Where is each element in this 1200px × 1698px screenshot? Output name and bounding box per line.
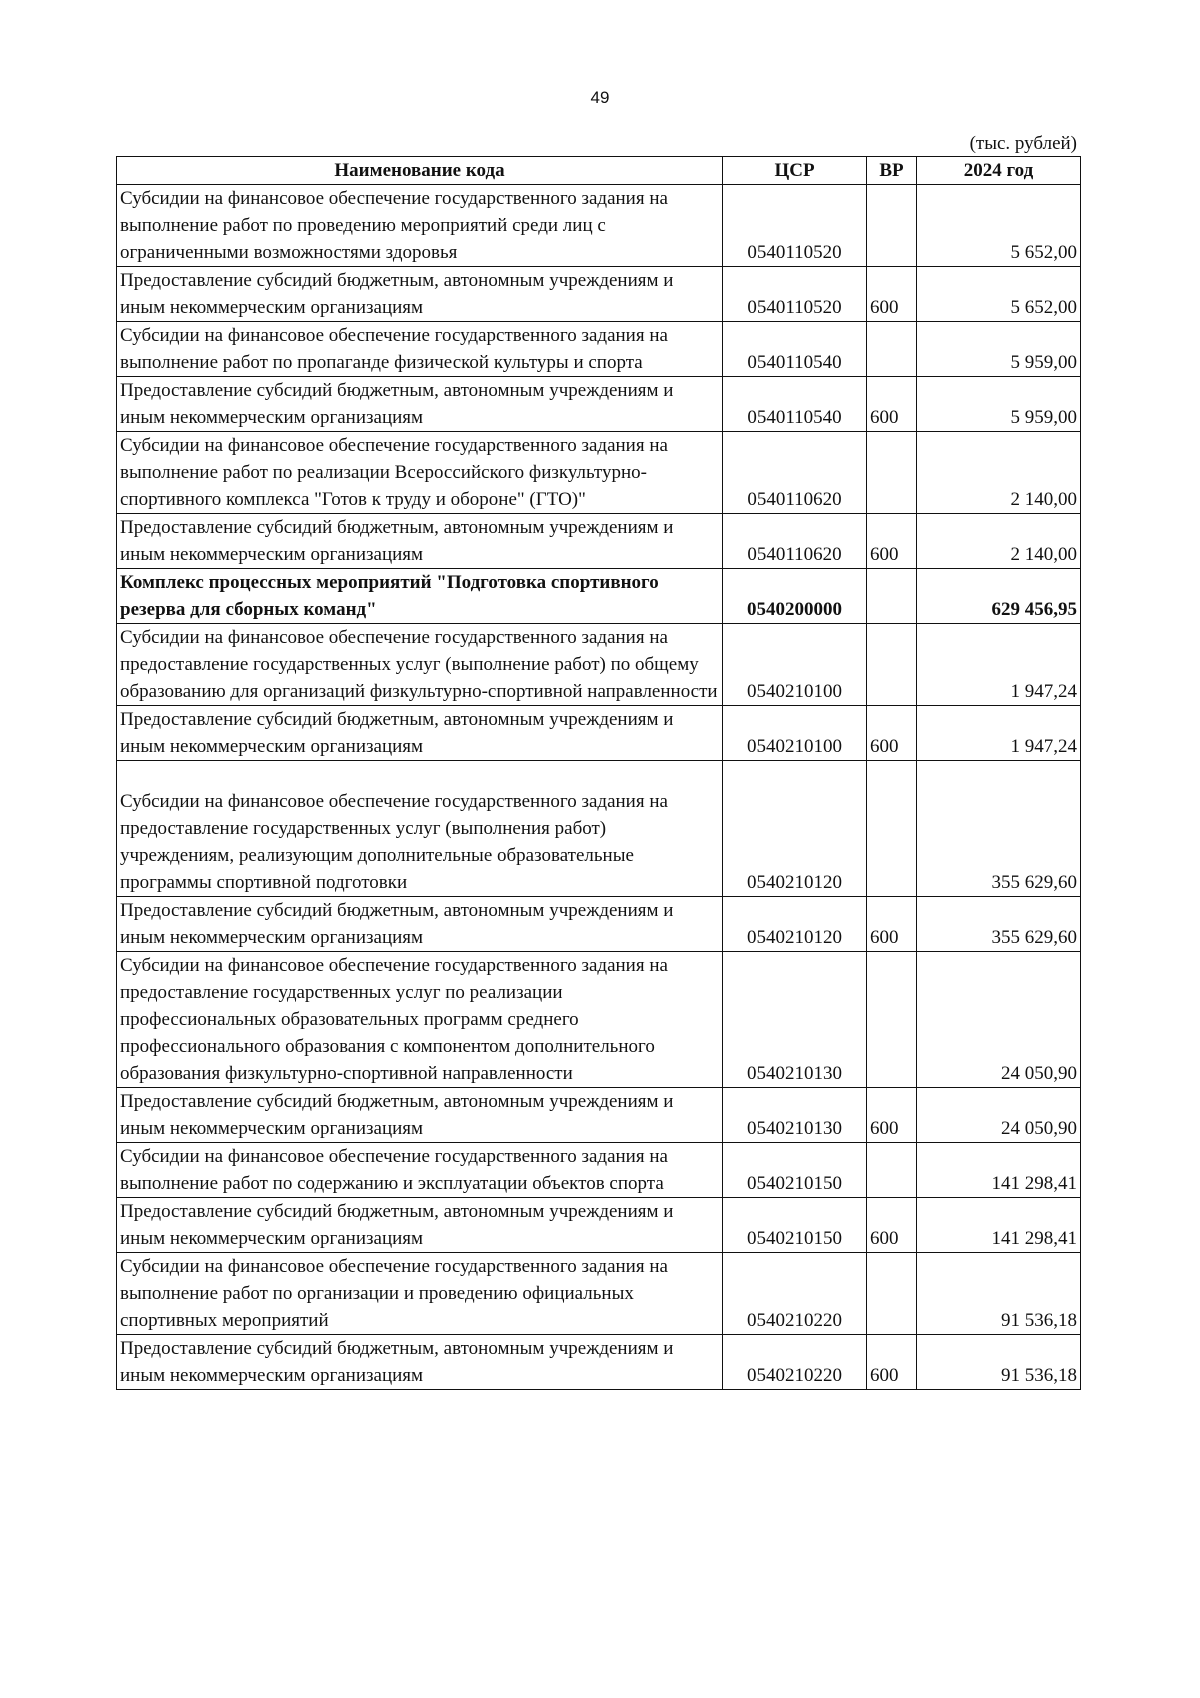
table-row	[117, 1335, 1081, 1390]
row-name: Субсидии на финансовое обеспечение государственного задания на выполнение работ по организации и проведению официальных спортивных мероприятий	[117, 1253, 723, 1335]
row-vr: 600	[867, 897, 917, 952]
header-csr: ЦСР	[723, 157, 867, 185]
header-name: Наименование кода	[117, 157, 723, 185]
table-row	[117, 1143, 1081, 1198]
table-header-row	[117, 157, 1081, 185]
row-amount: 5 959,00	[917, 322, 1081, 377]
row-vr: 600	[867, 267, 917, 322]
table-row	[117, 432, 1081, 514]
row-amount: 355 629,60	[917, 761, 1081, 897]
row-amount: 91 536,18	[917, 1335, 1081, 1390]
row-vr: 600	[867, 514, 917, 569]
row-name: Предоставление субсидий бюджетным, автономным учреждениям и иным некоммерческим организациям	[117, 267, 723, 322]
row-vr	[867, 185, 917, 267]
row-csr: 0540110620	[723, 432, 867, 514]
row-vr: 600	[867, 377, 917, 432]
row-name: Субсидии на финансовое обеспечение государственного задания на выполнение работ по пропаганде физической культуры и спорта	[117, 322, 723, 377]
row-amount: 355 629,60	[917, 897, 1081, 952]
row-amount: 5 652,00	[917, 267, 1081, 322]
row-vr	[867, 322, 917, 377]
row-csr: 0540210150	[723, 1198, 867, 1253]
table-row	[117, 624, 1081, 706]
row-vr	[867, 761, 917, 897]
table-row	[117, 897, 1081, 952]
row-csr: 0540210100	[723, 624, 867, 706]
row-vr: 600	[867, 1335, 917, 1390]
header-vr: ВР	[867, 157, 917, 185]
row-vr	[867, 952, 917, 1088]
table-row	[117, 706, 1081, 761]
row-name: Предоставление субсидий бюджетным, автономным учреждениям и иным некоммерческим организациям	[117, 377, 723, 432]
row-name: Предоставление субсидий бюджетным, автономным учреждениям и иным некоммерческим организациям	[117, 1198, 723, 1253]
row-name: Субсидии на финансовое обеспечение государственного задания на выполнение работ по проведению мероприятий среди лиц с ограниченными возможностями здоровья	[117, 185, 723, 267]
row-csr: 0540210130	[723, 952, 867, 1088]
row-amount: 1 947,24	[917, 706, 1081, 761]
row-name: Предоставление субсидий бюджетным, автономным учреждениям и иным некоммерческим организациям	[117, 897, 723, 952]
row-amount: 24 050,90	[917, 1088, 1081, 1143]
table-row	[117, 1088, 1081, 1143]
table-row	[117, 761, 1081, 897]
row-vr: 600	[867, 706, 917, 761]
header-year: 2024 год	[917, 157, 1081, 185]
row-csr: 0540110520	[723, 185, 867, 267]
table-row	[117, 185, 1081, 267]
row-csr: 0540210120	[723, 897, 867, 952]
budget-table	[116, 156, 1081, 1390]
page-number: 49	[590, 88, 610, 107]
row-amount: 2 140,00	[917, 432, 1081, 514]
row-name: Предоставление субсидий бюджетным, автономным учреждениям и иным некоммерческим организациям	[117, 514, 723, 569]
row-amount: 5 652,00	[917, 185, 1081, 267]
row-name: Комплекс процессных мероприятий "Подготовка спортивного резерва для сборных команд"	[117, 569, 723, 624]
row-csr: 0540210220	[723, 1253, 867, 1335]
row-csr: 0540110520	[723, 267, 867, 322]
row-vr	[867, 1253, 917, 1335]
row-name: Субсидии на финансовое обеспечение государственного задания на выполнение работ по содержанию и эксплуатации объектов спорта	[117, 1143, 723, 1198]
row-csr: 0540210220	[723, 1335, 867, 1390]
row-amount: 1 947,24	[917, 624, 1081, 706]
row-amount: 24 050,90	[917, 952, 1081, 1088]
row-amount: 141 298,41	[917, 1198, 1081, 1253]
table-row	[117, 1253, 1081, 1335]
row-amount: 629 456,95	[917, 569, 1081, 624]
row-vr	[867, 569, 917, 624]
row-amount: 2 140,00	[917, 514, 1081, 569]
table-row	[117, 322, 1081, 377]
row-amount: 141 298,41	[917, 1143, 1081, 1198]
row-name: Субсидии на финансовое обеспечение государственного задания на предоставление государственных услуг (выполнение работ) по общему образованию для организаций физкультурно-спортивной направленности	[117, 624, 723, 706]
table-row	[117, 952, 1081, 1088]
row-vr	[867, 432, 917, 514]
row-name: Предоставление субсидий бюджетным, автономным учреждениям и иным некоммерческим организациям	[117, 706, 723, 761]
row-name: Субсидии на финансовое обеспечение государственного задания на предоставление государственных услуг (выполнения работ) учреждениям, реализующим дополнительные образовательные программы спортивной подготовки	[117, 761, 723, 897]
row-csr: 0540210130	[723, 1088, 867, 1143]
table-row	[117, 514, 1081, 569]
row-name: Предоставление субсидий бюджетным, автономным учреждениям и иным некоммерческим организациям	[117, 1088, 723, 1143]
units-label: (тыс. рублей)	[969, 133, 1077, 154]
row-csr: 0540210150	[723, 1143, 867, 1198]
row-csr: 0540110540	[723, 322, 867, 377]
row-vr	[867, 624, 917, 706]
row-amount: 5 959,00	[917, 377, 1081, 432]
row-csr: 0540200000	[723, 569, 867, 624]
table-row	[117, 267, 1081, 322]
row-name: Субсидии на финансовое обеспечение государственного задания на выполнение работ по реализации Всероссийского физкультурно-спортивного комплекса "Готов к труду и обороне" (ГТО)"	[117, 432, 723, 514]
table-row	[117, 1198, 1081, 1253]
row-csr: 0540210120	[723, 761, 867, 897]
table-row-section	[117, 569, 1081, 624]
row-name: Предоставление субсидий бюджетным, автономным учреждениям и иным некоммерческим организациям	[117, 1335, 723, 1390]
row-csr: 0540110540	[723, 377, 867, 432]
row-vr: 600	[867, 1198, 917, 1253]
row-csr: 0540110620	[723, 514, 867, 569]
row-amount: 91 536,18	[917, 1253, 1081, 1335]
row-vr	[867, 1143, 917, 1198]
table-row	[117, 377, 1081, 432]
row-name: Субсидии на финансовое обеспечение государственного задания на предоставление государственных услуг по реализации профессиональных образовательных программ среднего профессионального образования с компонентом дополнительного образования физкультурно-спортивной направленности	[117, 952, 723, 1088]
row-vr: 600	[867, 1088, 917, 1143]
row-csr: 0540210100	[723, 706, 867, 761]
